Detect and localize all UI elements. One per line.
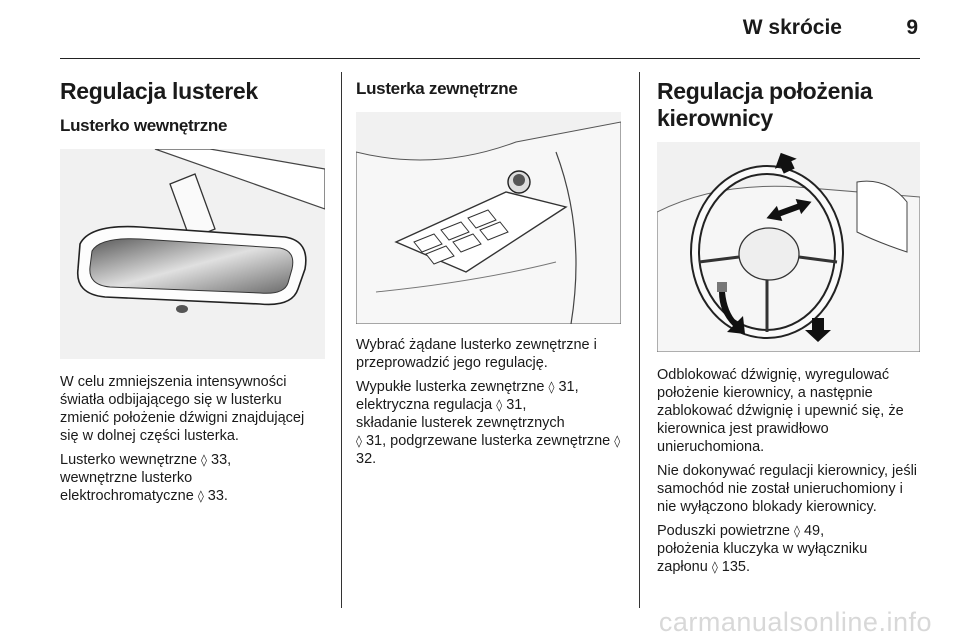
mirror-adjust-heading: Regulacja lusterek xyxy=(60,78,258,104)
page-ref-link[interactable]: 33. xyxy=(207,488,228,504)
page-ref-icon: ◊ xyxy=(356,434,362,448)
page-ref-icon: ◊ xyxy=(201,453,207,467)
page-ref-link[interactable]: 31, xyxy=(558,379,579,395)
page-header xyxy=(60,0,920,59)
page-ref-icon: ◊ xyxy=(496,398,503,412)
page-ref-link[interactable]: 31, xyxy=(506,397,527,413)
page-ref-link[interactable]: 33, xyxy=(211,452,232,468)
steering-wheel-illustration xyxy=(657,142,920,352)
exterior-mirror-refs: Wypukłe lusterka zewnętrzne ◊ 31, elektryczna regulacja ◊ 31, składanie lusterek zewnętrznych ◊ 31, podgrzewane lusterka zewnętrzne ◊ 32. xyxy=(356,379,621,467)
column-steering-wheel xyxy=(657,72,922,582)
steering-adjust-heading: Regulacja położenia kierownicy xyxy=(657,78,873,131)
steering-warning-text: Nie dokonywać regulacji kierownicy, jeśli samochód nie został unieruchomiony i nie wyłączono blokady kierownicy. xyxy=(657,463,918,515)
column-divider xyxy=(341,72,342,608)
page-ref-link[interactable]: 32. xyxy=(356,451,377,467)
page-ref-icon: ◊ xyxy=(197,489,204,503)
page-number: 9 xyxy=(906,16,918,39)
steering-adjust-text: Odblokować dźwignię, wyregulować położenie kierownicy, a następnie zablokować dźwignię i upewnić się, że kierownica jest prawidłowo unieruchomiona. xyxy=(657,367,904,455)
page-ref-link[interactable]: 49, xyxy=(803,523,825,539)
exterior-mirrors-subheading: Lusterka zewnętrzne xyxy=(356,79,518,98)
page-ref-icon: ◊ xyxy=(794,524,800,538)
steering-refs: Poduszki powietrzne ◊ 49, położenia kluczyka w wyłączniku zapłonu ◊ 135. xyxy=(657,523,868,575)
page-ref-icon: ◊ xyxy=(548,380,555,394)
page-ref-link[interactable]: 31, podgrzewane lusterka zewnętrzne xyxy=(365,433,615,449)
exterior-mirror-switch-illustration xyxy=(356,112,621,324)
page-ref-link[interactable]: 135. xyxy=(721,559,751,575)
exterior-mirror-text: Wybrać żądane lusterko zewnętrzne i przeprowadzić jego regulację. xyxy=(356,337,597,371)
watermark: carmanualsonline.info xyxy=(658,607,932,637)
interior-mirror-text: W celu zmniejszenia intensywności światła odbijającego się w lusterku zmienić położenie dźwigni znajdującej się w dolnej części lusterka. xyxy=(60,374,305,444)
interior-mirror-refs: Lusterko wewnętrzne ◊ 33, wewnętrzne lusterko elektrochromatyczne ◊ 33. xyxy=(60,452,232,504)
section-title: W skrócie xyxy=(742,16,842,39)
interior-mirror-subheading: Lusterko wewnętrzne xyxy=(60,116,228,135)
page-ref-icon: ◊ xyxy=(614,434,621,448)
page-ref-icon: ◊ xyxy=(711,560,718,574)
interior-mirror-illustration xyxy=(60,149,325,359)
column-divider xyxy=(639,72,640,608)
column-exterior-mirrors xyxy=(356,72,624,474)
column-interior-mirror xyxy=(60,72,325,511)
